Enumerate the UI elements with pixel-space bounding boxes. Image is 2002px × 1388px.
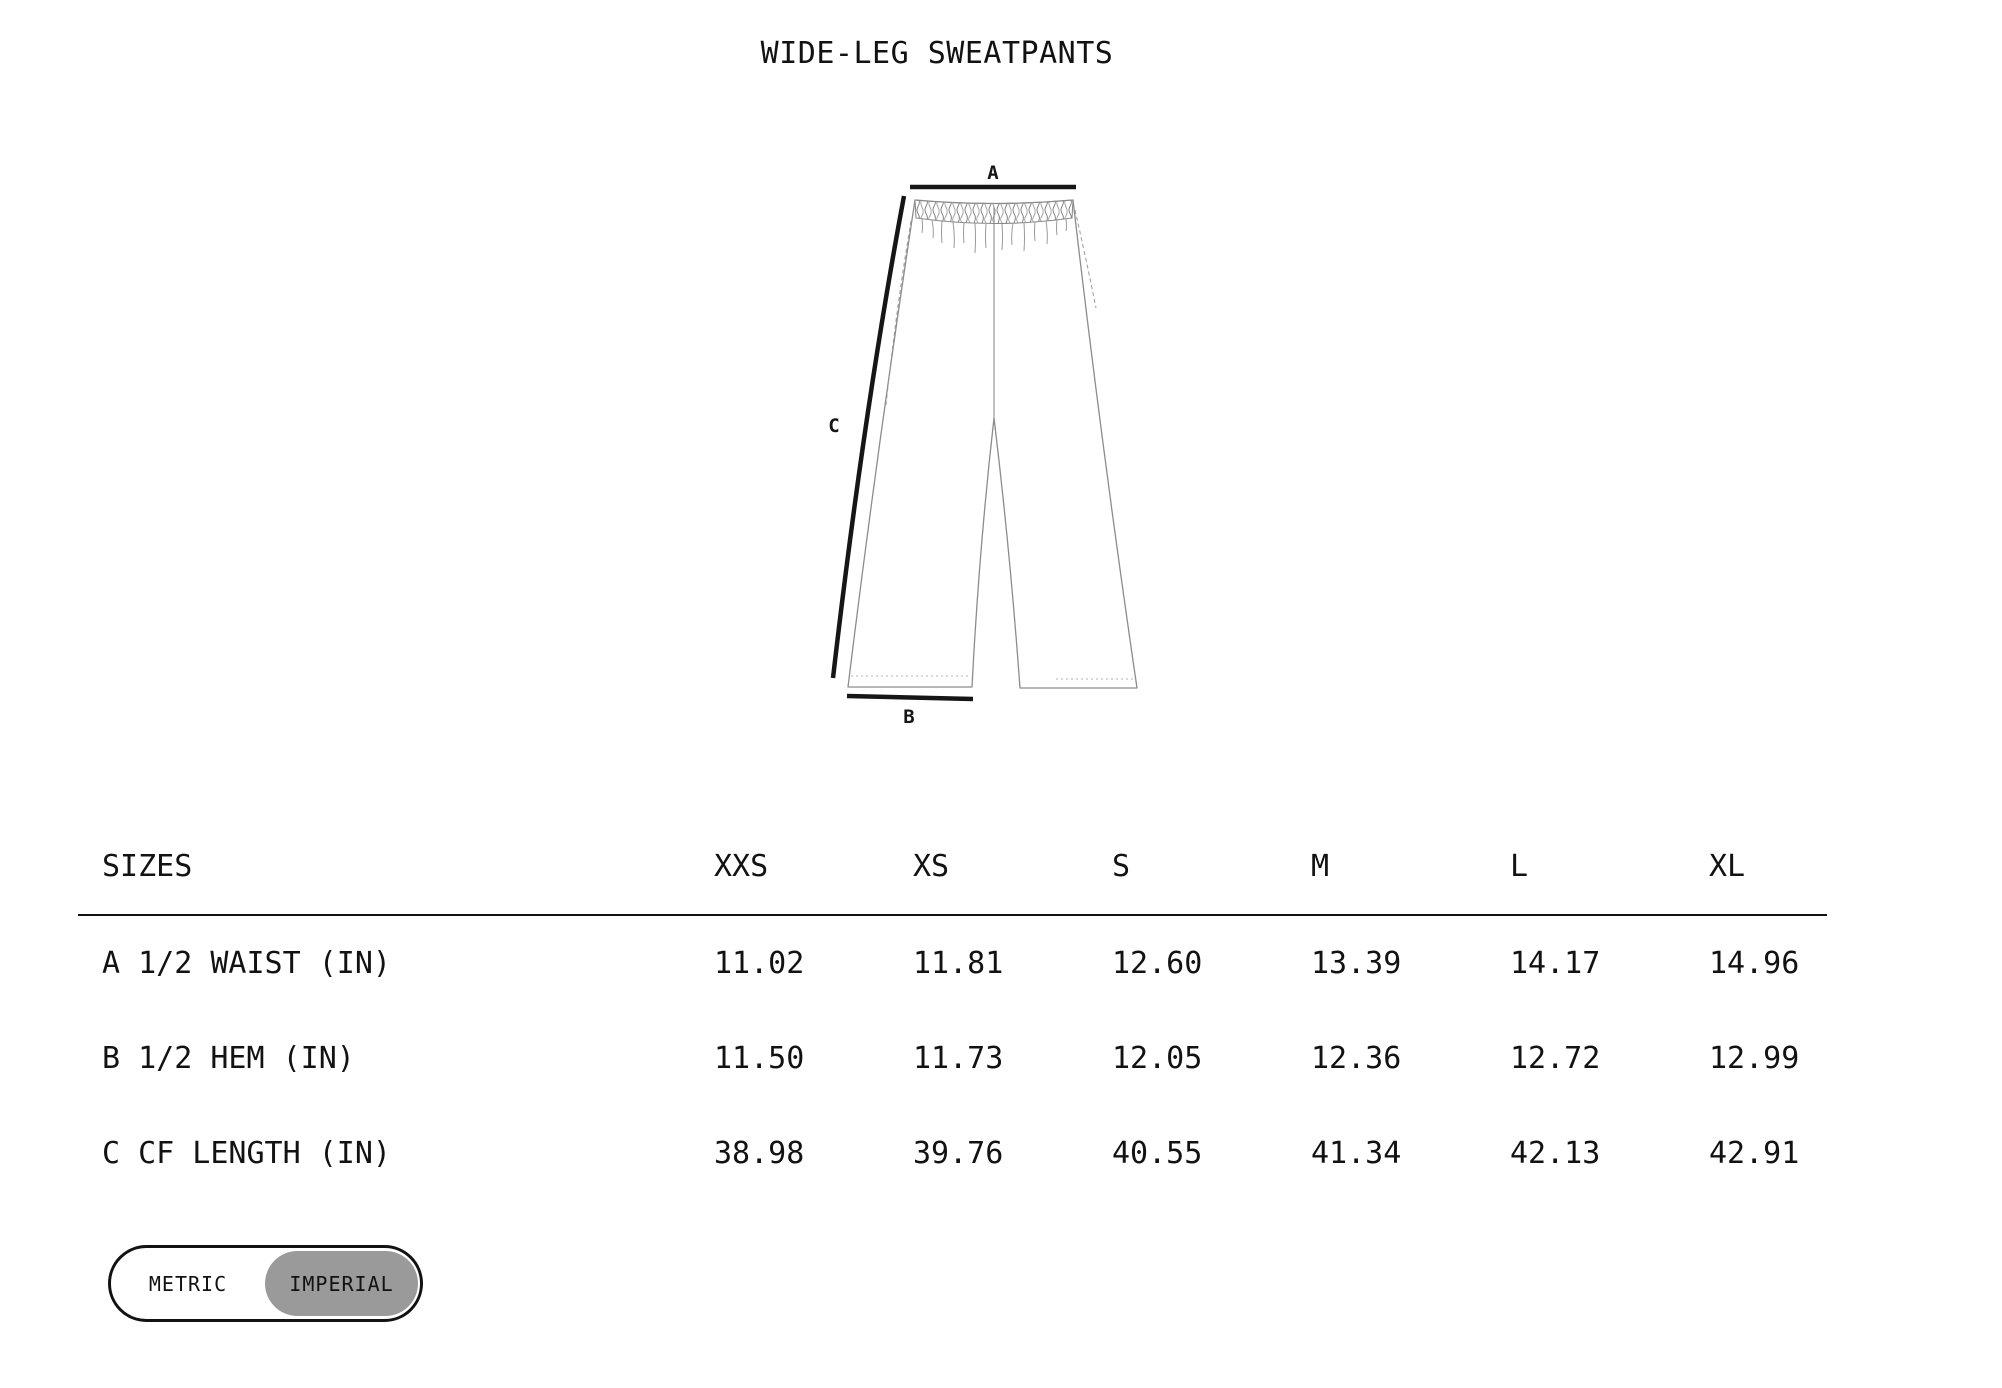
row-label: B 1/2 HEM (IN) (102, 1041, 355, 1076)
value-cell: 11.50 (714, 1041, 805, 1076)
value-cell: 12.36 (1311, 1041, 1402, 1076)
column-header-s: S (1112, 849, 1131, 884)
column-header-xxs: XXS (714, 849, 769, 884)
row-label: A 1/2 WAIST (IN) (102, 946, 391, 981)
value-cell: 12.99 (1709, 1041, 1800, 1076)
table-row-waist (78, 916, 1827, 1011)
column-header-sizes: SIZES (102, 849, 193, 884)
value-cell: 11.02 (714, 946, 805, 981)
value-cell: 41.34 (1311, 1136, 1402, 1171)
size-table-header-row (78, 846, 1827, 916)
value-cell: 42.13 (1510, 1136, 1601, 1171)
value-cell: 12.72 (1510, 1041, 1601, 1076)
column-header-xl: XL (1709, 849, 1746, 884)
value-cell: 12.05 (1112, 1041, 1203, 1076)
value-cell: 42.91 (1709, 1136, 1800, 1171)
column-header-l: L (1510, 849, 1529, 884)
sweatpants-technical-drawing (820, 160, 1160, 780)
column-header-m: M (1311, 849, 1330, 884)
table-row-hem (78, 1011, 1827, 1106)
measure-label-a: A (987, 162, 999, 184)
value-cell: 39.76 (913, 1136, 1004, 1171)
value-cell: 14.96 (1709, 946, 1800, 981)
imperial-toggle-button[interactable]: IMPERIAL (265, 1251, 418, 1316)
hem-measure-line-b (847, 696, 973, 699)
measure-label-b: B (903, 706, 915, 728)
page-title: WIDE-LEG SWEATPANTS (760, 36, 1114, 71)
column-header-xs: XS (913, 849, 950, 884)
value-cell: 40.55 (1112, 1136, 1203, 1171)
table-row-cf-length (78, 1106, 1827, 1201)
value-cell: 11.73 (913, 1041, 1004, 1076)
metric-toggle-button[interactable]: METRIC (111, 1248, 265, 1319)
value-cell: 12.60 (1112, 946, 1203, 981)
row-label: C CF LENGTH (IN) (102, 1136, 391, 1171)
value-cell: 11.81 (913, 946, 1004, 981)
value-cell: 14.17 (1510, 946, 1601, 981)
size-table (78, 846, 1827, 1201)
value-cell: 38.98 (714, 1136, 805, 1171)
value-cell: 13.39 (1311, 946, 1402, 981)
unit-toggle (108, 1245, 423, 1322)
measure-label-c: C (828, 415, 840, 437)
